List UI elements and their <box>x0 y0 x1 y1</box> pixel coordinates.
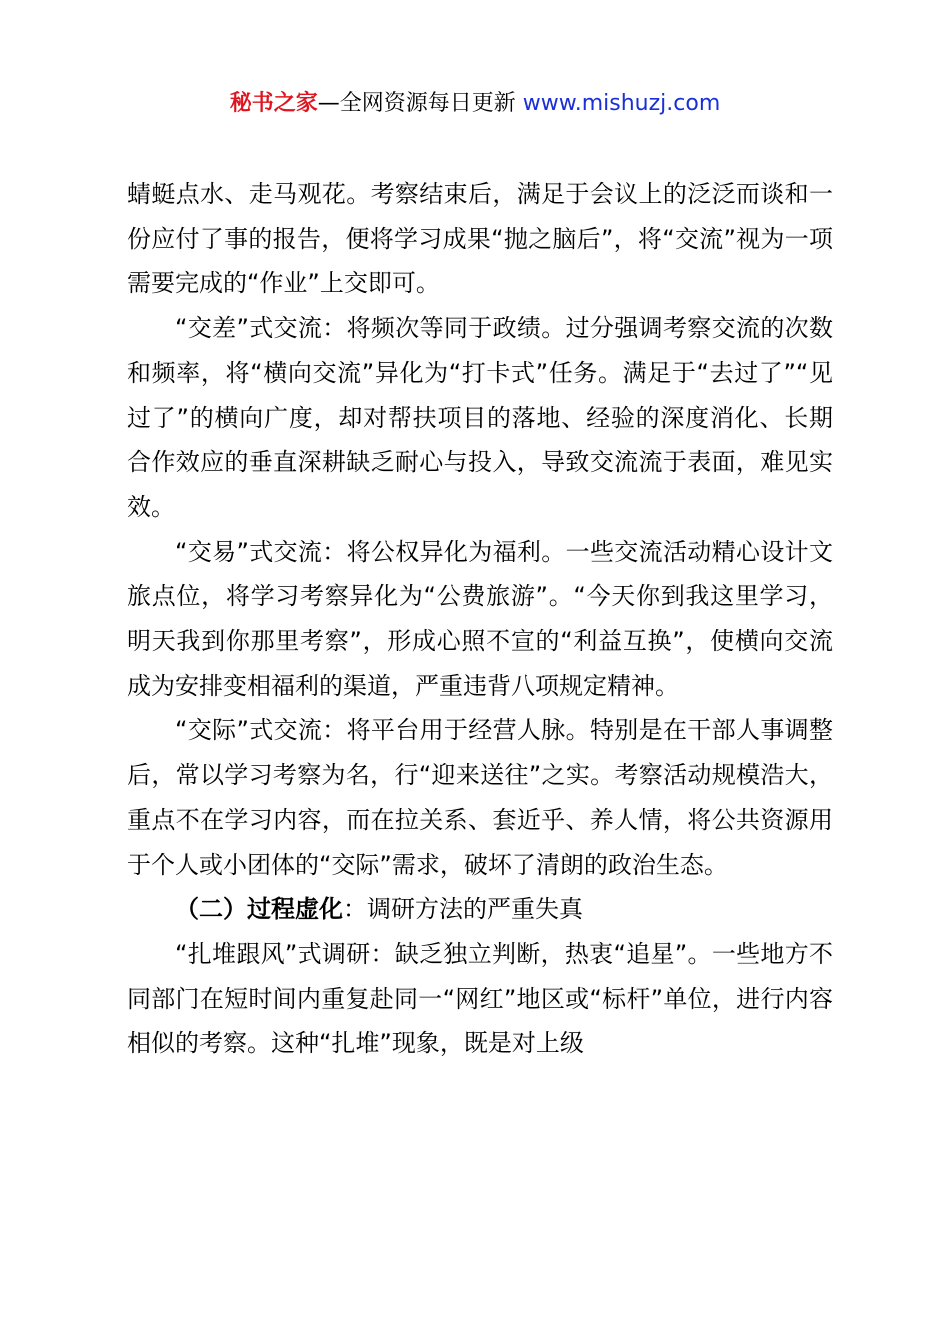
paragraph-zhadui: “扎堆跟风”式调研：缺乏独立判断，热衷“追星”。一些地方不同部门在短时间内重复赴同一“网红”地区或“标杆”单位，进行内容相似的考察。这种“扎堆”现象，既是对上级 <box>127 939 833 1058</box>
header-url-link[interactable]: www.mishuzj.com <box>522 91 721 116</box>
document-body <box>127 172 833 1066</box>
header-tagline: —全网资源每日更新 <box>317 91 523 116</box>
paragraph-jiaoji: “交际”式交流：将平台用于经营人脉。特别是在干部人事调整后，常以学习考察为名，行“迎来送往”之实。考察活动规模浩大，重点不在学习内容，而在拉关系、套近乎、养人情，将公共资源用于个人或小团体的“交际”需求，破坏了清朗的政治生态。 <box>127 716 833 879</box>
header-brand: 秘书之家 <box>229 91 318 116</box>
section-heading-rest: ：调研方法的严重失真 <box>343 895 583 924</box>
section-heading <box>127 887 833 932</box>
paragraph-jiaochai: “交差”式交流：将频次等同于政绩。过分强调考察交流的次数和频率，将“横向交流”异化为“打卡式”任务。满足于“去过了”“见过了”的横向广度，却对帮扶项目的落地、经验的深度消化、长期合作效应的垂直深耕缺乏耐心与投入，导致交流流于表面，难见实效。 <box>127 314 833 521</box>
page-header <box>0 86 950 122</box>
section-heading-bold: （二）过程虚化 <box>175 895 343 924</box>
paragraph-continuation: 蜻蜓点水、走马观花。考察结束后，满足于会议上的泛泛而谈和一份应付了事的报告，便将学习成果“抛之脑后”，将“交流”视为一项需要完成的“作业”上交即可。 <box>127 180 833 298</box>
paragraph-jiaoyi: “交易”式交流：将公权异化为福利。一些交流活动精心设计文旅点位，将学习考察异化为“公费旅游”。“今天你到我这里学习，明天我到你那里考察”，形成心照不宣的“利益互换”，使横向交流成为安排变相福利的渠道，严重违背八项规定精神。 <box>127 537 833 700</box>
